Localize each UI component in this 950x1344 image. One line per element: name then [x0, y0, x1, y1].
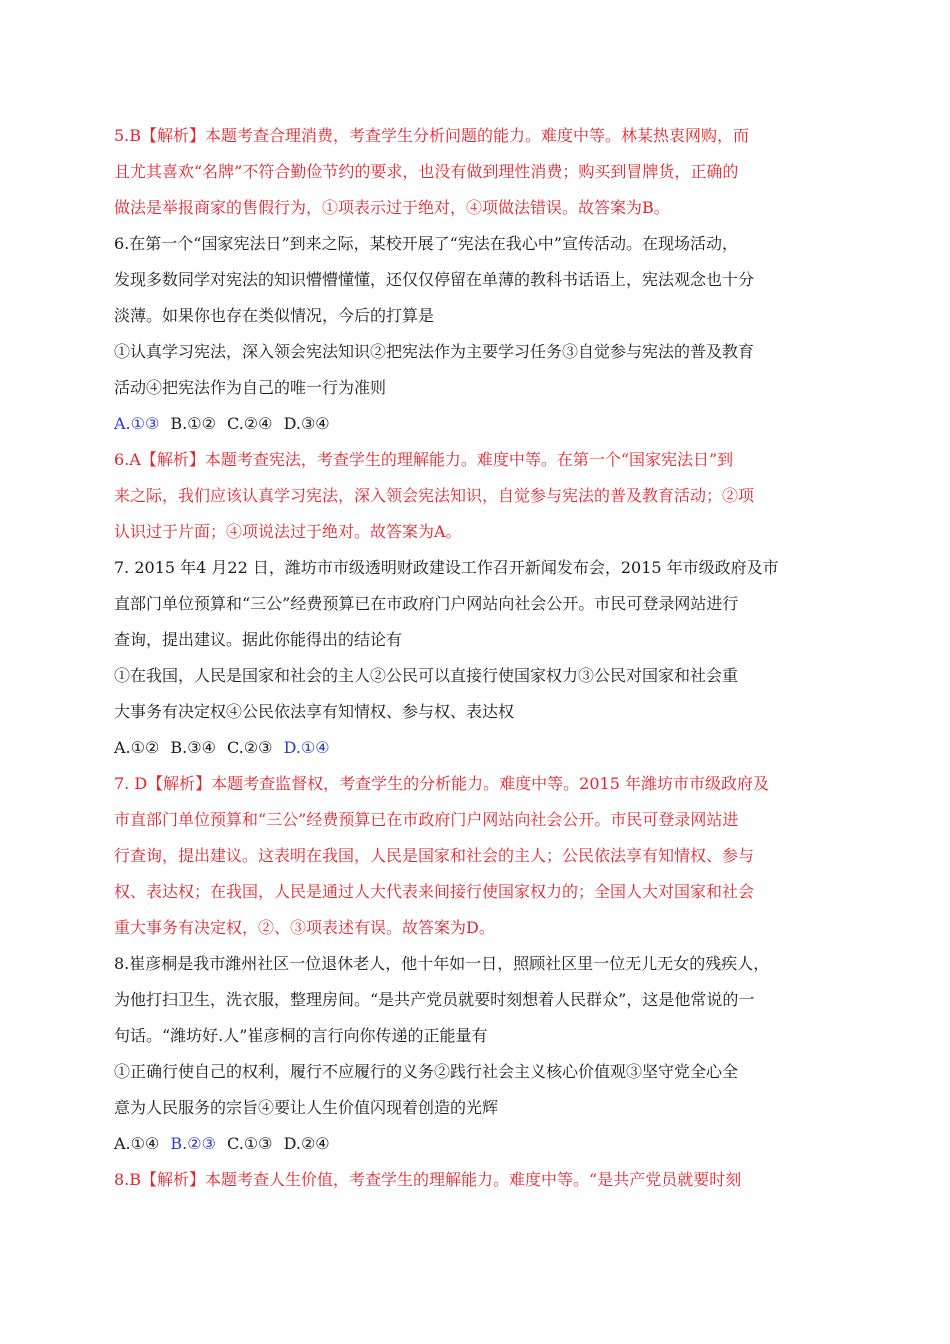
question-line: ①认真学习宪法，深入领会宪法知识②把宪法作为主要学习任务③自觉参与宪法的普及教育	[114, 342, 755, 361]
question-line: 直部门单位预算和“三公”经费预算已在市政府门户网站向社会公开。市民可登录网站进行	[114, 594, 739, 613]
question-line: 7. 2015 年4 月22 日，潍坊市市级透明财政建设工作召开新闻发布会，2015 年市级政府及市	[114, 558, 779, 577]
question-line: 发现多数同学对宪法的知识懵懵懂懂，还仅仅停留在单薄的教科书话语上，宪法观念也十分	[114, 270, 755, 289]
options-row	[114, 406, 814, 442]
analysis-line: 做法是举报商家的售假行为，①项表示过于绝对，④项做法错误。故答案为B。	[114, 198, 670, 217]
analysis-line: 8.B【解析】本题考查人生价值，考查学生的理解能力。难度中等。“是共产党员就要时刻	[114, 1170, 742, 1189]
analysis-line: 行查询，提出建议。这表明在我国，人民是国家和社会的主人；公民依法享有知情权、参与	[114, 846, 755, 865]
question-line: ①正确行使自己的权利，履行不应履行的义务②践行社会主义核心价值观③坚守党全心全	[114, 1062, 739, 1081]
option-c: C.①③	[227, 1134, 273, 1153]
question-line: 8.崔彦桐是我市潍州社区一位退休老人，他十年如一日，照顾社区里一位无儿无女的残疾人，	[114, 954, 770, 973]
option-d: D.③④	[283, 414, 330, 433]
question-line: 6.在第一个“国家宪法日”到来之际，某校开展了“宪法在我心中”宣传活动。在现场活动，	[114, 234, 738, 253]
option-c: C.②④	[227, 414, 273, 433]
option-a-correct: A.①③	[114, 414, 160, 433]
analysis-line: 7. D【解析】本题考查监督权，考查学生的分析能力。难度中等。2015 年潍坊市市级政府及	[114, 774, 769, 793]
analysis-line: 5.B【解析】本题考查合理消费，考查学生分析问题的能力。难度中等。林某热衷网购，而	[114, 126, 750, 145]
option-d-correct: D.①④	[283, 738, 330, 757]
question-line: 淡薄。如果你也存在类似情况，今后的打算是	[114, 306, 435, 325]
analysis-line: 6.A【解析】本题考查宪法，考查学生的理解能力。难度中等。在第一个“国家宪法日”到	[114, 450, 734, 469]
question-line: 句话。“潍坊好.人”崔彦桐的言行向你传递的正能量有	[114, 1026, 488, 1045]
option-b: B.①②	[170, 414, 216, 433]
option-c: C.②③	[227, 738, 273, 757]
option-b: B.③④	[170, 738, 216, 757]
option-a: A.①④	[114, 1134, 160, 1153]
question-line: 活动④把宪法作为自己的唯一行为准则	[114, 378, 387, 397]
option-b-correct: B.②③	[170, 1134, 216, 1153]
question-line: 大事务有决定权④公民依法享有知情权、参与权、表达权	[114, 702, 515, 721]
document-content	[114, 118, 814, 1198]
analysis-line: 认识过于片面；④项说法过于绝对。故答案为A。	[114, 522, 462, 541]
question-line: 查询，提出建议。据此你能得出的结论有	[114, 630, 403, 649]
option-a: A.①②	[114, 738, 160, 757]
options-row	[114, 730, 814, 766]
analysis-line: 权、表达权；在我国，人民是通过人大代表来间接行使国家权力的；全国人大对国家和社会	[114, 882, 755, 901]
options-row	[114, 1126, 814, 1162]
question-line: ①在我国，人民是国家和社会的主人②公民可以直接行使国家权力③公民对国家和社会重	[114, 666, 739, 685]
question-line: 为他打扫卫生，洗衣服，整理房间。“是共产党员就要时刻想着人民群众”，这是他常说的一	[114, 990, 755, 1009]
option-d: D.②④	[283, 1134, 330, 1153]
analysis-line: 且尤其喜欢“名牌”不符合勤俭节约的要求，也没有做到理性消费；购买到冒牌货，正确的	[114, 162, 739, 181]
question-line: 意为人民服务的宗旨④要让人生价值闪现着创造的光辉	[114, 1098, 499, 1117]
analysis-line: 市直部门单位预算和“三公”经费预算已在市政府门户网站向社会公开。市民可登录网站进	[114, 810, 739, 829]
analysis-line: 重大事务有决定权，②、③项表述有误。故答案为D。	[114, 918, 495, 937]
analysis-line: 来之际，我们应该认真学习宪法，深入领会宪法知识，自觉参与宪法的普及教育活动；②项	[114, 486, 755, 505]
